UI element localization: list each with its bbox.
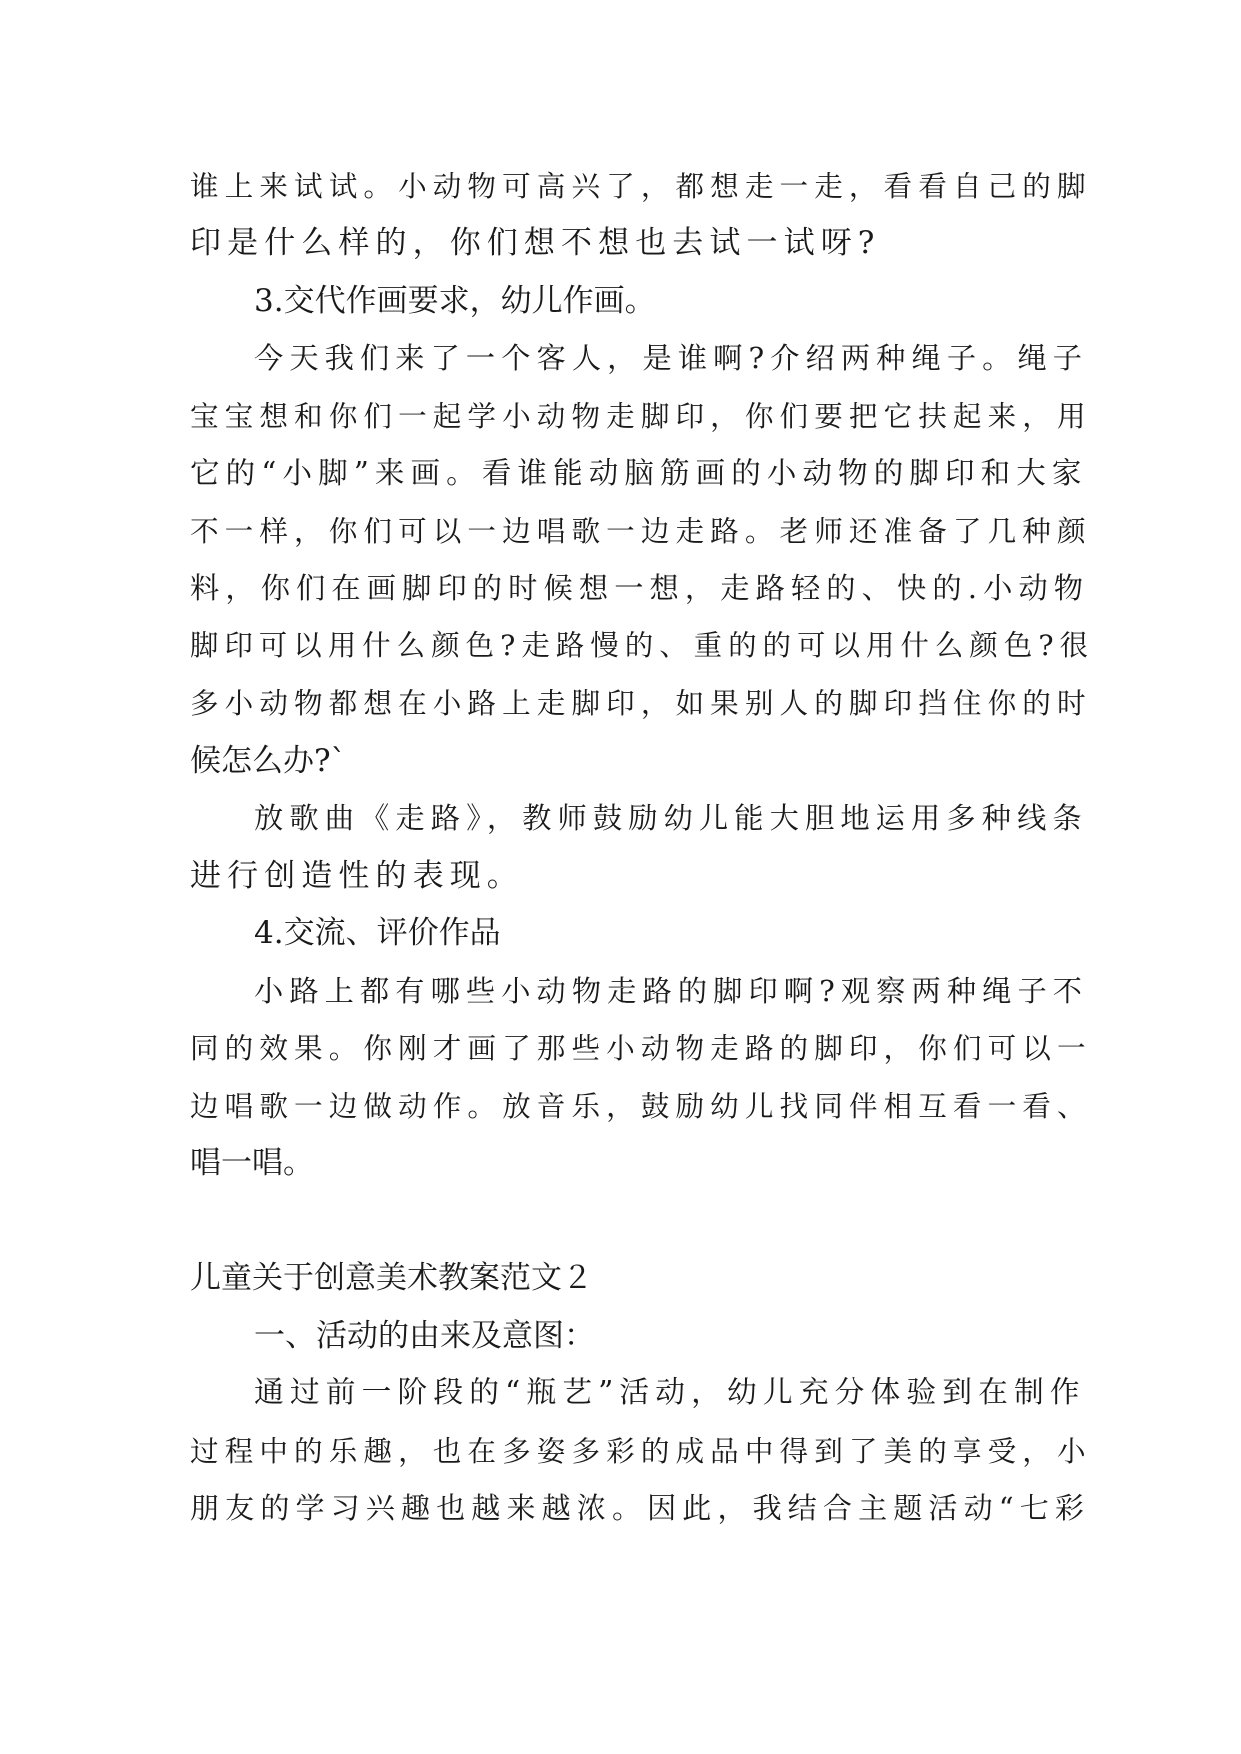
paragraph-line: 印是什么样的，你们想不想也去试一试呀? [190, 225, 881, 261]
paragraph-line: 不一样，你们可以一边唱歌一边走路。老师还准备了几种颜 [190, 514, 1092, 548]
paragraph-line: 通过前一阶段的“瓶艺”活动，幼儿充分体验到在制作 [254, 1375, 1086, 1410]
paragraph-line: 它的“小脚”来画。看谁能动脑筋画的小动物的脚印和大家 [190, 456, 1088, 490]
section-heading: 一、活动的由来及意图： [254, 1318, 595, 1354]
paragraph-line: 谁上来试试。小动物可高兴了，都想走一走，看看自己的脚 [190, 169, 1092, 203]
paragraph-line: 宝宝想和你们一起学小动物走脚印，你们要把它扶起来，用 [190, 399, 1092, 433]
paragraph-line: 候怎么办?` [190, 743, 347, 779]
paragraph-line: 朋友的学习兴趣也越来越浓。因此，我结合主题活动“七彩 [190, 1491, 1091, 1525]
step-heading: 3.交代作画要求，幼儿作画。 [254, 283, 656, 319]
paragraph-line: 唱一唱。 [190, 1145, 314, 1181]
paragraph-line: 多小动物都想在小路上走脚印，如果别人的脚印挡住你的时 [190, 686, 1092, 720]
paragraph-line: 进行创造性的表现。 [190, 858, 524, 894]
paragraph-line: 今天我们来了一个客人，是谁啊?介绍两种绳子。绳子 [254, 341, 1089, 375]
paragraph-line: 同的效果。你刚才画了那些小动物走路的脚印，你们可以一 [190, 1031, 1092, 1065]
step-heading: 4.交流、评价作品 [254, 915, 501, 951]
section-title: 儿童关于创意美术教案范文２ [190, 1260, 593, 1296]
paragraph-line: 过程中的乐趣，也在多姿多彩的成品中得到了美的享受，小 [190, 1434, 1092, 1468]
paragraph-line: 放歌曲《走路》，教师鼓励幼儿能大胆地运用多种线条 [254, 801, 1088, 835]
paragraph-line: 小路上都有哪些小动物走路的脚印啊?观察两种绳子不 [254, 974, 1089, 1008]
paragraph-line: 脚印可以用什么颜色?走路慢的、重的的可以用什么颜色?很 [190, 629, 1095, 662]
paragraph-line: 边唱歌一边做动作。放音乐，鼓励幼儿找同伴相互看一看、 [190, 1089, 1092, 1123]
paragraph-line: 料，你们在画脚印的时候想一想，走路轻的、快的.小动物 [190, 571, 1090, 605]
